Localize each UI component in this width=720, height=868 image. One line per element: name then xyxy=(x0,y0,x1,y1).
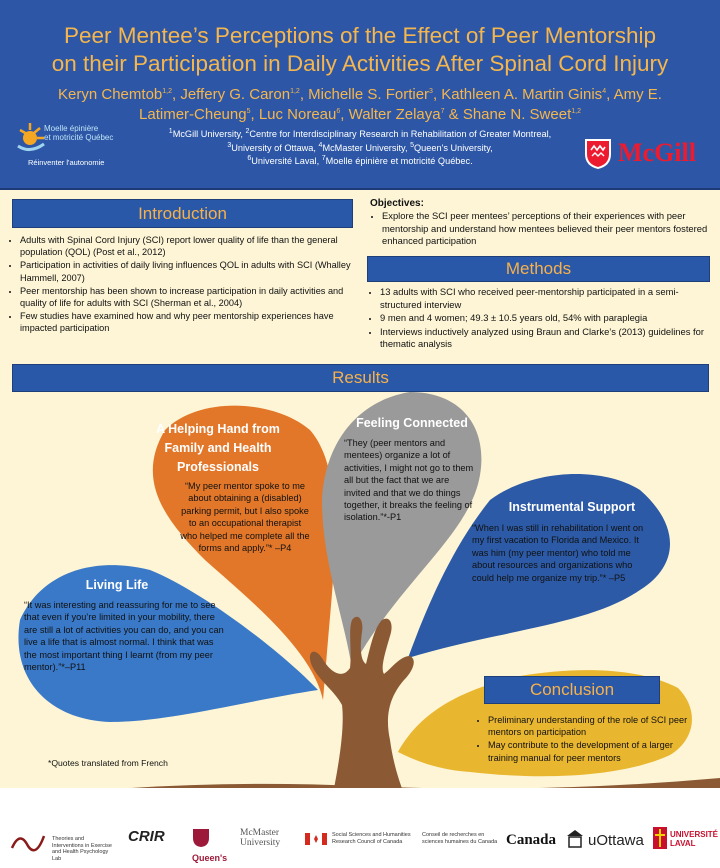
queens-logo xyxy=(192,828,228,863)
moelle-epiniere-logo xyxy=(14,118,124,174)
footnote: *Quotes translated from French xyxy=(48,758,168,768)
mcgill-logo xyxy=(584,138,714,172)
queens-text: Queen's xyxy=(192,853,228,863)
methods-body xyxy=(368,286,708,352)
logo-tagline: Réinventer l'autonomie xyxy=(28,158,105,167)
uottawa-building-icon xyxy=(566,828,584,848)
intro-bullet-4: • Few studies have examined how and why peer mentorship experiences have impacted participation xyxy=(20,310,353,334)
mcgill-crest-icon xyxy=(584,138,612,170)
results-title: Results xyxy=(12,364,709,392)
affil-line-1: $^1$McGill University, $^2$Centre for Interdisciplinary Research in Rehabilitation of Greater Montreal, xyxy=(168,127,552,139)
methods-bullet-3: • Interviews inductively analyzed using Braun and Clarke’s (2013) guidelines for thematic analysis xyxy=(380,326,708,351)
logo-text-1: Moelle épinière xyxy=(44,124,99,133)
uottawa-logo xyxy=(566,828,584,853)
tiehp-scribble-icon xyxy=(10,828,50,858)
living-life-quote: “It was interesting and reassuring for me to see that even if you’re limited in your mobility, there are still a lot of activities you can do, and you can live a life that is almost normal. I think that was the most important thing I learnt (from my peer mentor).”*–P11 xyxy=(24,600,224,673)
conclusion-body xyxy=(476,714,691,765)
instrumental-support-quote: “When I was still in rehabilitation I went on my first vacation to Florida and Mexico. It was him (my peer mentor) who told me about resources and organizations who could help me organize my trip.”* –P5 xyxy=(472,523,644,583)
laval-crest-icon xyxy=(652,826,668,855)
conclusion-bullet-2: • May contribute to the development of a larger training manual for peer mentors xyxy=(488,739,691,763)
feeling-connected-quote: “They (peer mentors and mentees) organize a lot of activities, I might not go to them all but the fact that we are invited and that we do things together, it breaks the feeling of isolation.”*-P1 xyxy=(344,438,474,523)
intro-bullet-2: • Participation in activities of daily living influences QOL in adults with SCI (Whalley Hammell, 2007) xyxy=(20,259,353,283)
methods-bullet-2: • 9 men and 4 women; 49.3 ± 10.5 years old, 54% with paraplegia xyxy=(380,312,708,325)
mcmaster-logo: McMaster University xyxy=(240,828,281,848)
canada-flag-icon xyxy=(305,832,327,850)
title-line-2: on their Participation in Daily Activities After Spinal Cord Injury xyxy=(51,51,669,76)
intro-bullet-1: • Adults with Spinal Cord Injury (SCI) report lower quality of life than the general population (QOL) (Post et al., 2012) xyxy=(20,234,353,258)
methods-bullet-1: • 13 adults with SCI who received peer-mentorship participated in a semi-structured interview xyxy=(380,286,708,311)
intro-bullet-3: • Peer mentorship has been shown to increase participation in daily activities and quality of life for adults with SCI (Sherman et al., 2004) xyxy=(20,285,353,309)
helping-hand-quote: “My peer mentor spoke to me about obtaining a (disabled) parking permit, but I also spoke to an occupational therapist who helped me complete all the forms and apply.”* –P4 xyxy=(180,481,310,554)
objectives xyxy=(370,198,710,249)
helping-hand-title: A Helping Hand from Family and Health Professionals xyxy=(156,422,280,474)
mcgill-wordmark: McGill xyxy=(618,138,696,167)
sponsor-logos xyxy=(0,788,720,868)
instrumental-support-title: Instrumental Support xyxy=(508,500,636,514)
uottawa-text: uOttawa xyxy=(588,832,644,849)
affil-line-3: $^6$Université Laval, $^7$Moelle épinière et motricité Québec. xyxy=(247,154,473,166)
introduction-body xyxy=(8,234,353,336)
objectives-title: Objectives: xyxy=(370,198,424,209)
queens-crest-icon xyxy=(192,828,210,848)
affiliations xyxy=(120,128,600,169)
living-life-title: Living Life xyxy=(85,578,149,592)
affil-line-2: $^3$University of Ottawa, $^4$McMaster University, $^5$Queen's University, xyxy=(227,141,493,153)
authors-line-2: Latimer-Cheung$^5$, Luc Noreau$^6$, Walter Zelaya$^7$ & Shane N. Sweet$^{1,2}$ xyxy=(139,106,581,123)
objective-bullet-1: • Explore the SCI peer mentees’ perceptions of their experiences with peer mentorship and understand how mentees believed their peer mentors fostered enhanced participation xyxy=(382,210,710,248)
poster-title xyxy=(10,22,710,78)
conclusion-bullet-1: • Preliminary understanding of the role of SCI peer mentors on participation xyxy=(488,714,691,738)
authors-line-1: Keryn Chemtob$^{1,2}$, Jeffery G. Caron$^{1,2}$, Michelle S. Fortier$^3$, Kathleen A. Martin Ginis$^4$, Amy E. xyxy=(58,86,662,103)
conclusion-title: Conclusion xyxy=(484,676,660,704)
tiehp-lab-text: Theories and Interventions in Exercise and Health Psychology Lab xyxy=(52,836,112,862)
feeling-connected-title: Feeling Connected xyxy=(356,416,468,430)
canada-wordmark: Canada xyxy=(506,832,557,848)
methods-title: Methods xyxy=(367,256,710,282)
logo-text-2: et motricité Québec xyxy=(44,133,114,142)
header-divider xyxy=(0,188,720,190)
crsh-text: Conseil de recherches en sciences humaines du Canada xyxy=(422,832,498,845)
title-line-1: Peer Mentee’s Perceptions of the Effect of Peer Mentorship xyxy=(64,23,656,48)
laval-text: UNIVERSITÉ LAVAL xyxy=(670,830,719,848)
introduction-title: Introduction xyxy=(12,199,353,228)
sshrc-text: Social Sciences and Humanities Research Council of Canada xyxy=(332,832,411,845)
crir-logo: CRIR xyxy=(128,828,165,845)
tiehp-lab-logo xyxy=(10,828,56,860)
